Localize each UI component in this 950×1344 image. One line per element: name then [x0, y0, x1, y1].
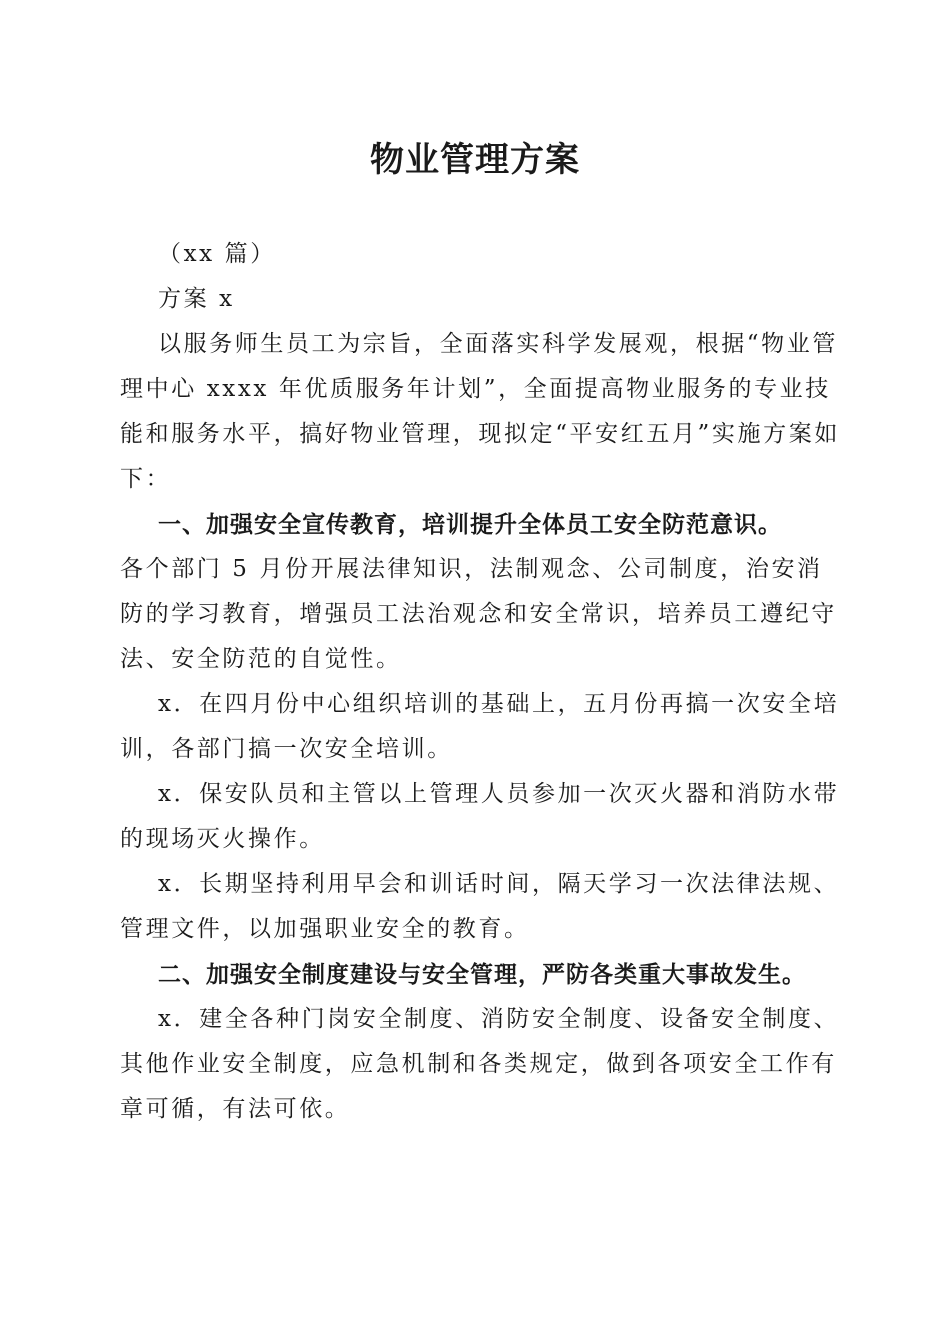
document-body [120, 232, 840, 1132]
list-item-2-1: x．建全各种门岗安全制度、消防安全制度、设备安全制度、其他作业安全制度，应急机制和各类规定，做到各项安全工作有章可循，有法可依。 [120, 1006, 840, 1122]
paragraph-subtitle: （xx 篇） [158, 241, 276, 267]
paragraph-intro: 以服务师生员工为宗旨，全面落实科学发展观，根据“物业管理中心 xxxx 年优质服务年计划”，全面提高物业服务的专业技能和服务水平，搞好物业管理，现拟定“平安红五月”实施方案如下： [120, 331, 840, 492]
list-item-1-2: x．保安队员和主管以上管理人员参加一次灭火器和消防水带的现场灭火操作。 [120, 781, 840, 852]
list-item-1-3: x．长期坚持利用早会和训话时间，隔天学习一次法律法规、管理文件，以加强职业安全的教育。 [120, 871, 840, 942]
paragraph-plan-label: 方案 x [158, 286, 235, 312]
section-heading-1: 一、加强安全宣传教育，培训提升全体员工安全防范意识。 [158, 511, 782, 538]
document-title: 物业管理方案 [370, 140, 580, 180]
paragraph-section-1-body: 各个部门 5 月份开展法律知识，法制观念、公司制度，治安消防的学习教育，增强员工法治观念和安全常识，培养员工遵纪守法、安全防范的自觉性。 [120, 556, 837, 672]
list-item-1-1: x．在四月份中心组织培训的基础上，五月份再搞一次安全培训，各部门搞一次安全培训。 [120, 691, 840, 762]
section-heading-2: 二、加强安全制度建设与安全管理，严防各类重大事故发生。 [158, 961, 806, 988]
